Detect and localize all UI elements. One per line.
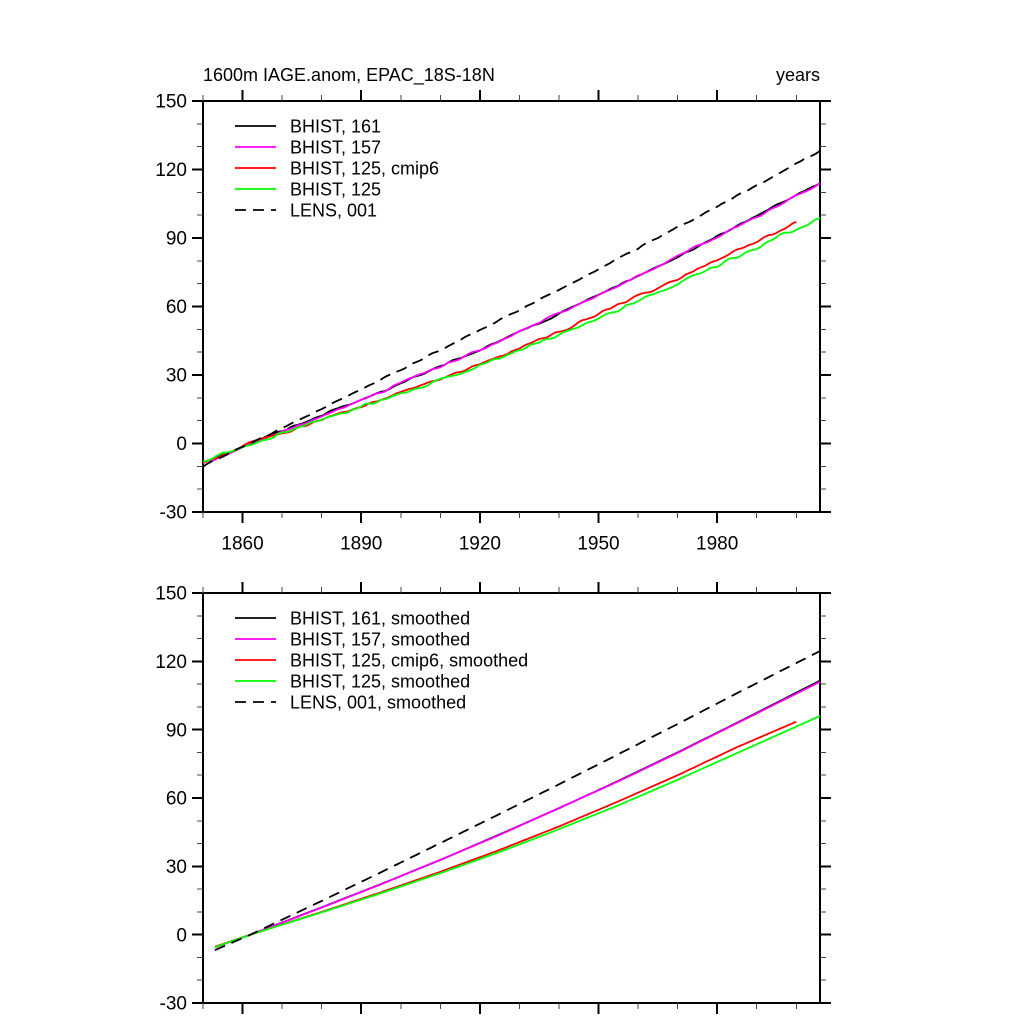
series-line-bhist-157 [203, 183, 820, 462]
legend [235, 608, 528, 712]
x-tick-label: 1920 [458, 533, 501, 555]
y-tick-label: 90 [165, 228, 187, 250]
y-tick-label: -30 [159, 993, 187, 1015]
legend-label: BHIST, 125 [290, 179, 382, 200]
x-tick-label: 1860 [221, 533, 264, 555]
series-line-bhist-125-cmip6-smoothed [215, 722, 796, 947]
axis-ticks [192, 90, 831, 523]
legend-label: BHIST, 125, smoothed [290, 671, 471, 692]
y-tick-label: 120 [155, 651, 187, 673]
y-tick-label: 0 [176, 434, 187, 456]
y-tick-label: 90 [165, 720, 187, 742]
y-tick-label: 30 [165, 856, 187, 878]
chart-top [155, 90, 831, 555]
y-tick-label: 150 [155, 583, 187, 605]
y-units-label: years [775, 64, 820, 85]
legend-label: BHIST, 157, smoothed [290, 629, 471, 650]
y-tick-labels [155, 92, 187, 524]
legend-label: LENS, 001, smoothed [290, 692, 467, 713]
legend-label: BHIST, 161 [290, 116, 382, 137]
y-tick-labels [155, 584, 187, 1015]
legend-label: BHIST, 125, cmip6, smoothed [290, 650, 529, 671]
x-tick-label: 1890 [340, 533, 383, 555]
axis-ticks [192, 582, 831, 1014]
legend-label: BHIST, 161, smoothed [290, 608, 471, 629]
y-tick-label: 60 [165, 297, 187, 319]
y-tick-label: 120 [155, 160, 187, 182]
series-line-bhist-161 [203, 183, 820, 462]
legend-label: BHIST, 157 [290, 137, 382, 158]
y-tick-label: 60 [165, 788, 187, 810]
x-tick-label: 1980 [696, 533, 739, 555]
y-tick-label: 30 [165, 365, 187, 387]
legend-label: LENS, 001 [290, 200, 378, 221]
x-tick-label: 1950 [577, 533, 620, 555]
series-line-bhist-161-smoothed [215, 681, 820, 948]
legend [235, 116, 439, 220]
legend-label: BHIST, 125, cmip6 [290, 158, 440, 179]
y-tick-label: 150 [155, 91, 187, 113]
y-tick-label: -30 [159, 502, 187, 524]
chart-title: 1600m IAGE.anom, EPAC_18S-18N [203, 64, 495, 85]
chart-bottom [155, 582, 831, 1015]
y-tick-label: 0 [176, 925, 187, 947]
x-tick-labels [221, 534, 738, 555]
